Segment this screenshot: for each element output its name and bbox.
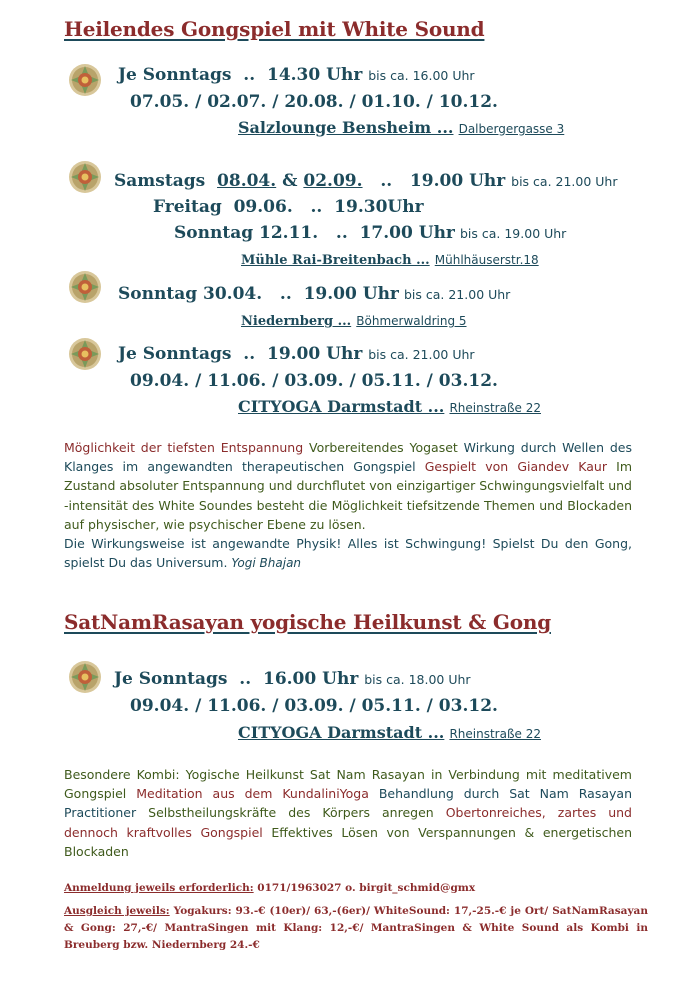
block2-line3-text: Sonntag 12.11. .. 17.00 Uhr xyxy=(174,223,455,243)
block3-line1 xyxy=(118,284,510,304)
s2-venue-line xyxy=(238,723,541,742)
block4-time: 19.00 Uhr xyxy=(266,344,363,364)
block2-line2: Freitag 09.06. .. 19.30Uhr xyxy=(153,197,424,217)
block3-text: Sonntag 30.04. .. 19.00 Uhr xyxy=(118,284,399,304)
block4-line1 xyxy=(118,344,475,364)
block2-venue: Mühle Rai-Breitenbach ... xyxy=(241,253,430,268)
block2-date1: 08.04. xyxy=(217,171,277,191)
block2-date2: 02.09. xyxy=(303,171,363,191)
s2-sep: .. xyxy=(239,669,252,689)
block4-until: bis ca. 21.00 Uhr xyxy=(368,347,475,362)
block4-venue-line xyxy=(238,397,541,416)
desc2-part: Effektives Lösen von Verspannungen & energetischen Blockaden xyxy=(64,824,632,859)
section1-description xyxy=(64,438,632,573)
block2-line1 xyxy=(114,171,617,191)
s2-time: 16.00 Uhr xyxy=(262,669,359,689)
block2-venue-line xyxy=(241,249,539,268)
block1-line1 xyxy=(118,65,475,85)
block2-line3 xyxy=(174,223,566,243)
desc2-part: Besondere Kombi: Yogische Heilkunst Sat Nam Rasayan in Verbindung mit meditativem Gongspiel xyxy=(64,767,632,802)
block4-address: Rheinstraße 22 xyxy=(449,401,541,415)
block3-until: bis ca. 21.00 Uhr xyxy=(403,287,511,302)
block3-venue: Niedernberg ... xyxy=(241,314,352,329)
desc1-part: Vorbereitendes Yogaset xyxy=(308,440,464,455)
footer-ausgleich xyxy=(64,903,648,954)
block3-venue-line xyxy=(241,310,467,329)
desc2-part: Selbstheilungskräfte des Körpers anregen xyxy=(148,805,446,821)
desc1-part: Im Zustand absoluter Entspannung und durchflutet von einzigartiger Schwingungsvielfalt und -intensität des White Soundes besteht die Möglichkeit tiefsitzende Themen und Blockaden auf physischer, wie psychischer Ebene zu lösen. xyxy=(64,459,633,532)
block2-sep: .. xyxy=(380,171,393,191)
desc2-part: Behandlung durch Sat Nam Rasayan Practitioner xyxy=(64,786,632,821)
block2-prefix: Samstags xyxy=(114,171,206,191)
block2-amp: & xyxy=(282,171,298,191)
anmeldung-text: 0171/1963027 o. birgit_schmid@gmx xyxy=(253,882,476,894)
block1-venue-line xyxy=(238,118,564,137)
anmeldung-label: Anmeldung jeweils erforderlich: xyxy=(64,882,254,894)
s2-venue: CITYOGA Darmstadt ... xyxy=(238,723,445,742)
block4-venue: CITYOGA Darmstadt ... xyxy=(238,397,445,416)
ausgleich-label: Ausgleich jeweils: xyxy=(64,905,170,917)
block1-sep: .. xyxy=(243,65,256,85)
block2-address: Mühlhäuserstr.18 xyxy=(434,253,539,267)
mandala-icon xyxy=(68,660,102,694)
block2-until: bis ca. 21.00 Uhr xyxy=(511,174,618,189)
quote: Die Wirkungsweise ist angewandte Physik! Alles ist Schwingung! Spielst Du den Gong, spielst Du das Universum. xyxy=(64,536,632,571)
block1-time: 14.30 Uhr xyxy=(266,65,363,85)
desc1-part: Wirkung durch Wellen des Klanges im angewandten therapeutischen Gongspiel xyxy=(64,440,632,475)
s2-until: bis ca. 18.00 Uhr xyxy=(364,672,471,687)
s2-address: Rheinstraße 22 xyxy=(449,727,541,741)
desc2-part: Obertonreiches, zartes und dennoch kraftvolles Gongspiel xyxy=(64,805,632,840)
block3-address: Böhmerwaldring 5 xyxy=(356,314,467,328)
mandala-icon xyxy=(68,270,102,304)
desc1-part: Möglichkeit der tiefsten Entspannung xyxy=(64,440,309,455)
block1-dates: 07.05. / 02.07. / 20.08. / 01.10. / 10.12. xyxy=(130,92,498,112)
mandala-icon xyxy=(68,337,102,371)
s2-line1 xyxy=(114,669,471,689)
block1-venue: Salzlounge Bensheim ... xyxy=(238,118,454,137)
desc2-part: Meditation aus dem KundaliniYoga xyxy=(136,786,379,802)
block1-address: Dalbergergasse 3 xyxy=(458,122,565,136)
block4-dates: 09.04. / 11.06. / 03.09. / 05.11. / 03.12. xyxy=(130,371,498,391)
block1-day: Je Sonntags xyxy=(118,65,232,85)
block2-line3-until: bis ca. 19.00 Uhr xyxy=(459,226,567,241)
block1-until: bis ca. 16.00 Uhr xyxy=(368,68,475,83)
block2-time: 19.00 Uhr xyxy=(409,171,506,191)
footer-anmeldung xyxy=(64,880,648,897)
desc1-part: Gespielt von Giandev Kaur xyxy=(424,459,617,475)
ausgleich-text: Yogakurs: 93.-€ (10er)/ 63,-(6er)/ WhiteSound: 17,-25.-€ je Ort/ SatNamRasayan & Gong: 27,-€/ MantraSingen mit Klang: 12,-€/ MantraSingen & White Sound als Kombi in Breuberg bzw. Niedernberg 24.-€ xyxy=(64,905,648,951)
mandala-icon xyxy=(68,160,102,194)
quote-author: Yogi Bhajan xyxy=(231,556,302,571)
block4-day: Je Sonntags xyxy=(118,344,232,364)
section2-description xyxy=(64,765,632,861)
section1-title: Heilendes Gongspiel mit White Sound xyxy=(64,17,485,41)
section2-title: SatNamRasayan yogische Heilkunst & Gong xyxy=(64,610,551,634)
s2-day: Je Sonntags xyxy=(114,669,228,689)
s2-dates: 09.04. / 11.06. / 03.09. / 05.11. / 03.12. xyxy=(130,696,498,716)
mandala-icon xyxy=(68,63,102,97)
block4-sep: .. xyxy=(243,344,256,364)
